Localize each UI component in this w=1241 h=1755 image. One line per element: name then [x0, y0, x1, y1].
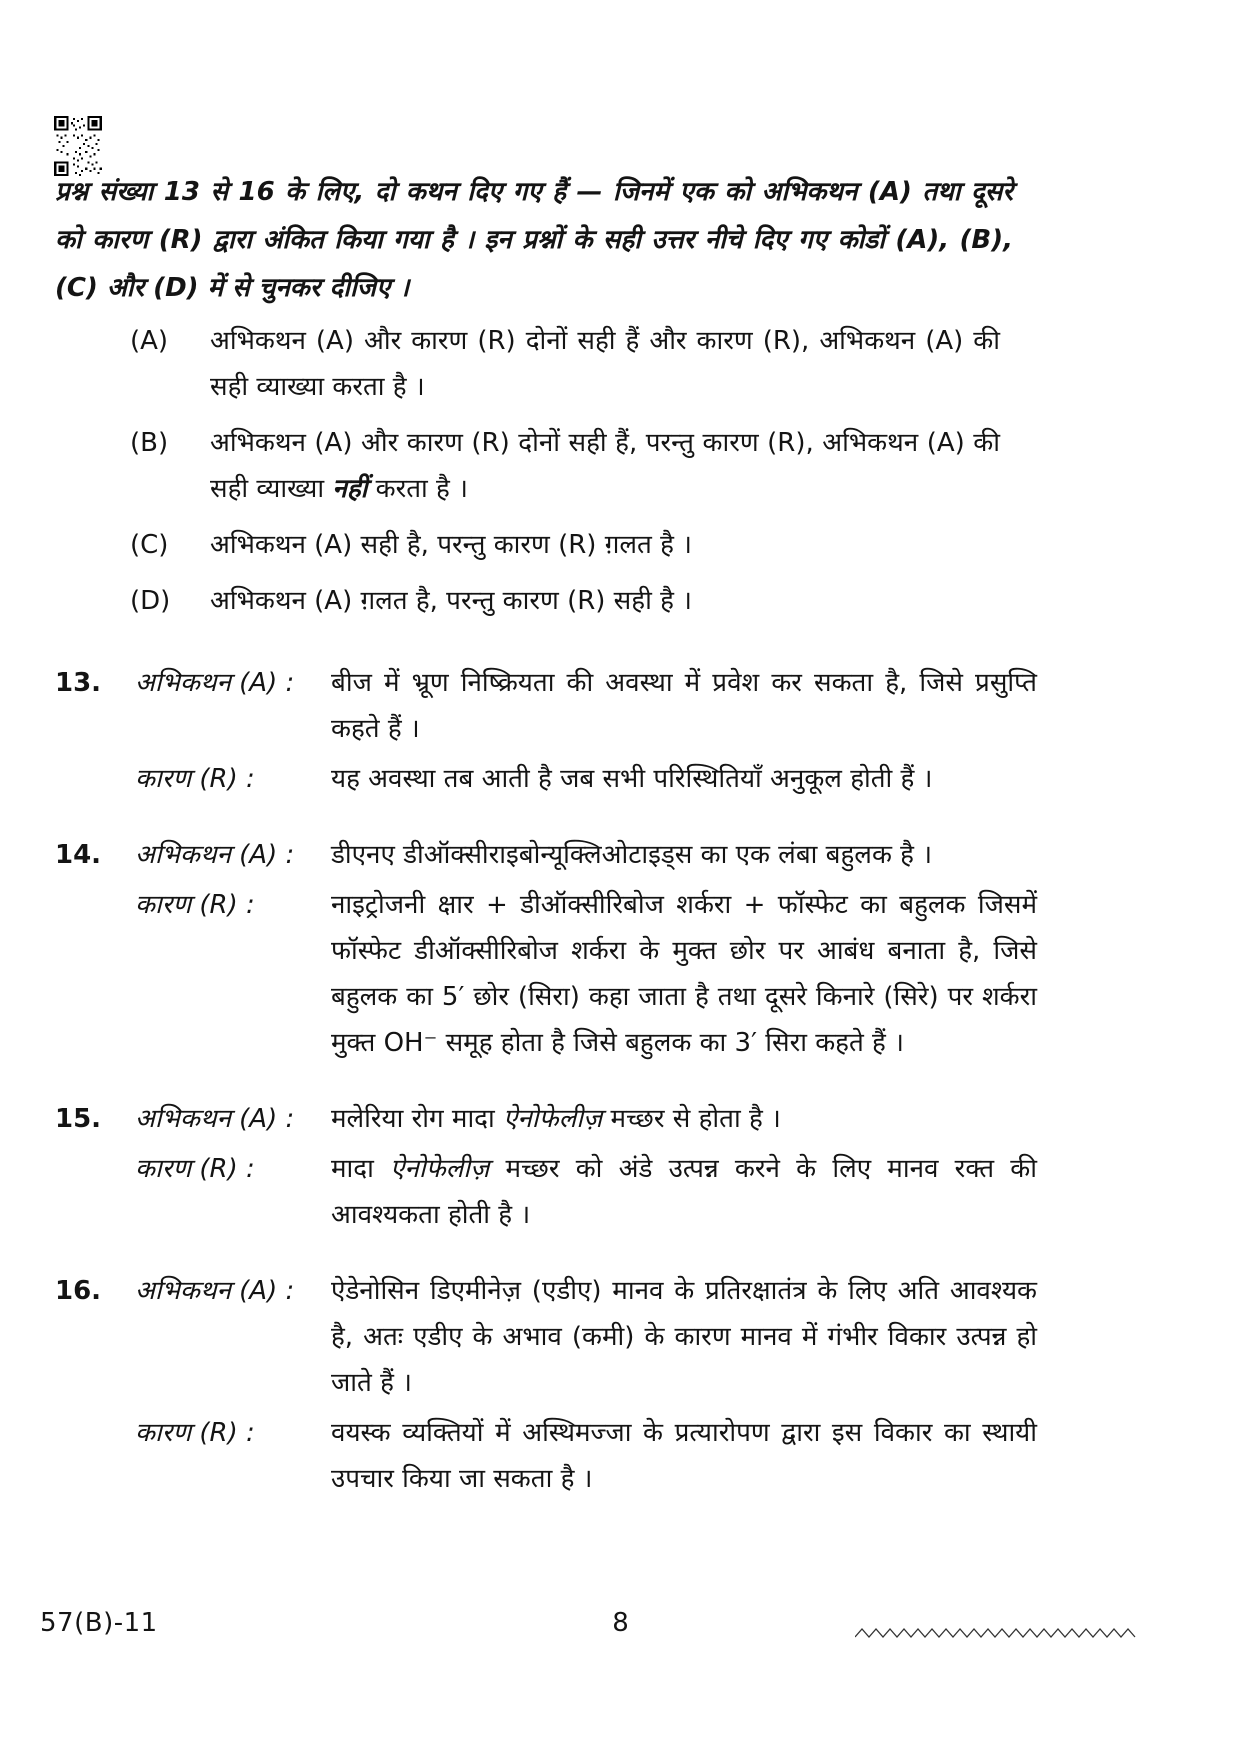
- reason-label: कारण (R) :: [135, 1418, 255, 1448]
- reason-label: कारण (R) :: [135, 764, 255, 794]
- code-option-d: [130, 578, 1020, 624]
- zigzag-mark: [855, 1618, 1140, 1648]
- code-option-label: (C): [130, 530, 169, 560]
- question-number: 16.: [55, 1276, 102, 1306]
- question-15: [55, 1096, 1055, 1242]
- code-option-label: (B): [130, 428, 169, 458]
- question-16-reason-row: [135, 1410, 1055, 1502]
- question-number: 14.: [55, 840, 102, 870]
- questions-section: [55, 660, 1055, 1532]
- question-number: 13.: [55, 668, 102, 698]
- qr-code: [54, 116, 102, 176]
- question-13-reason-row: [135, 756, 1055, 802]
- question-15-assertion-row: [135, 1096, 1055, 1142]
- reason-label: कारण (R) :: [135, 1154, 255, 1184]
- reason-text: वयस्क व्यक्तियों में अस्थिमज्जा के प्रत्यारोपण द्वारा इस विकार का स्थायी उपचार किया जा सकता है ।: [331, 1418, 1037, 1494]
- code-option-b: [130, 420, 1020, 512]
- code-option-label: (D): [130, 586, 171, 616]
- assertion-text: डीएनए डीऑक्सीराइबोन्यूक्लिओटाइड्स का एक लंबा बहुलक है ।: [331, 840, 933, 870]
- reason-text: यह अवस्था तब आती है जब सभी परिस्थितियाँ अनुकूल होती हैं ।: [331, 764, 933, 794]
- assertion-label: अभिकथन (A) :: [135, 668, 295, 698]
- assertion-label: अभिकथन (A) :: [135, 840, 295, 870]
- page-number: 8: [612, 1608, 629, 1638]
- assertion-text: मलेरिया रोग मादा ऐनोफेलीज़ मच्छर से होता है ।: [331, 1104, 781, 1134]
- assertion-label: अभिकथन (A) :: [135, 1276, 295, 1306]
- instructions-paragraph: प्रश्न संख्या 13 से 16 के लिए, दो कथन दिए गए हैं — जिनमें एक को अभिकथन (A) तथा दूसरे को कारण (R) द्वारा अंकित किया गया है । इन प्रश्नों के सही उत्तर नीचे दिए गए कोडों (A), (B), (C) और (D) में से चुनकर दीजिए ।: [55, 177, 1013, 303]
- question-13-assertion-row: [135, 660, 1055, 752]
- paper-code: 57(B)-11: [40, 1608, 158, 1638]
- code-option-text: अभिकथन (A) ग़लत है, परन्तु कारण (R) सही है ।: [210, 586, 692, 616]
- reason-label: कारण (R) :: [135, 890, 255, 920]
- question-16-assertion-row: [135, 1268, 1055, 1406]
- question-14: [55, 832, 1055, 1070]
- code-option-text: अभिकथन (A) और कारण (R) दोनों सही हैं और कारण (R), अभिकथन (A) की सही व्याख्या करता है ।: [210, 326, 1000, 402]
- question-13: [55, 660, 1055, 806]
- code-option-c: [130, 522, 1020, 568]
- reason-text: मादा ऐनोफेलीज़ मच्छर को अंडे उत्पन्न करने के लिए मानव रक्त की आवश्यकता होती है ।: [331, 1154, 1037, 1230]
- code-option-text: अभिकथन (A) और कारण (R) दोनों सही हैं, परन्तु कारण (R), अभिकथन (A) की सही व्याख्या नहीं करता है ।: [210, 428, 1000, 504]
- question-14-reason-row: [135, 882, 1055, 1066]
- question-16: [55, 1268, 1055, 1506]
- question-15-reason-row: [135, 1146, 1055, 1238]
- answer-codes-list: [130, 318, 1020, 634]
- code-option-text: अभिकथन (A) सही है, परन्तु कारण (R) ग़लत है ।: [210, 530, 692, 560]
- code-option-a: [130, 318, 1020, 410]
- question-number: 15.: [55, 1104, 102, 1134]
- page-footer: [0, 1608, 1241, 1648]
- assertion-text: बीज में भ्रूण निष्क्रियता की अवस्था में प्रवेश कर सकता है, जिसे प्रसुप्ति कहते हैं ।: [331, 668, 1037, 744]
- reason-text: नाइट्रोजनी क्षार + डीऑक्सीरिबोज शर्करा + फॉस्फेट का बहुलक जिसमें फॉस्फेट डीऑक्सीरिबोज शर्करा के मुक्त छोर पर आबंध बनाता है, जिसे बहुलक का 5′ छोर (सिरा) कहा जाता है तथा दूसरे किनारे (सिरे) पर शर्करा मुक्त OH⁻ समूह होता है जिसे बहुलक का 3′ सिरा कहते हैं ।: [331, 890, 1037, 1058]
- assertion-text: ऐडेनोसिन डिएमीनेज़ (एडीए) मानव के प्रतिरक्षातंत्र के लिए अति आवश्यक है, अतः एडीए के अभाव (कमी) के कारण मानव में गंभीर विकार उत्पन्न हो जाते हैं ।: [331, 1276, 1037, 1398]
- assertion-label: अभिकथन (A) :: [135, 1104, 295, 1134]
- code-option-label: (A): [130, 326, 169, 356]
- question-14-assertion-row: [135, 832, 1055, 878]
